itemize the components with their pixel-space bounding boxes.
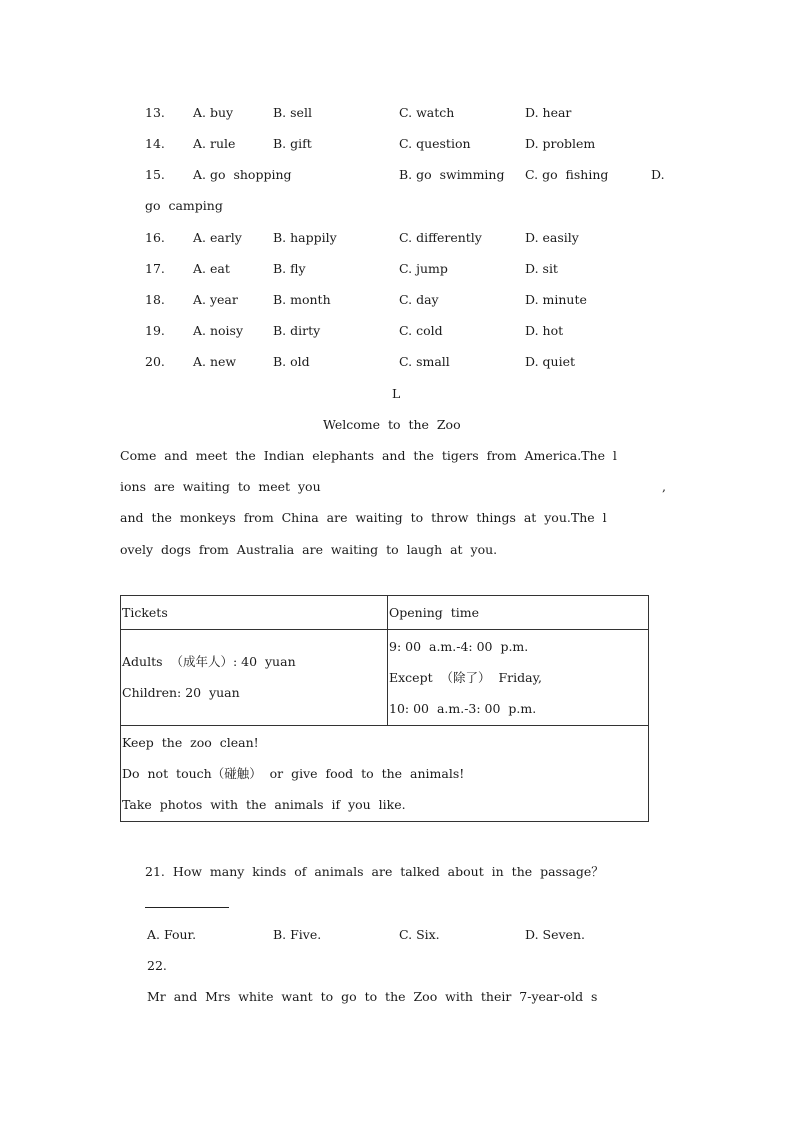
question-21-text: 21. How many kinds of animals are talked about in the passage？ <box>145 864 604 879</box>
option-c: C. jump <box>399 261 448 276</box>
option-b: B. fly <box>273 261 306 276</box>
option-d: D. hear <box>525 105 572 120</box>
option-c: C. watch <box>399 105 455 120</box>
question-number: 17. <box>145 261 165 276</box>
option-a: A. rule <box>193 136 236 151</box>
option-a: A. early <box>193 230 242 245</box>
option-c: C. small <box>399 354 450 369</box>
question-number: 16. <box>145 230 165 245</box>
option-d: D. quiet <box>525 354 575 369</box>
passage-line: Come and meet the Indian elephants and the tigers from America.The l <box>120 448 617 463</box>
passage-line: ions are waiting to meet you <box>120 479 321 494</box>
option-b: B. gift <box>273 136 312 151</box>
option-d: D. Seven. <box>525 927 585 942</box>
option-a: A. go shopping <box>193 167 292 182</box>
table-header-tickets: Tickets <box>121 596 388 630</box>
hours-line: Except （除了） Friday, <box>389 669 542 685</box>
option-d: D. sit <box>525 261 558 276</box>
table-header-opening-time: Opening time <box>388 596 649 630</box>
question-number: 18. <box>145 292 165 307</box>
option-a: A. Four. <box>147 927 197 942</box>
question-number: 19. <box>145 323 165 338</box>
passage-line: ovely dogs from Australia are waiting to laugh at you. <box>120 542 498 557</box>
rule-line: Keep the zoo clean! <box>122 734 259 750</box>
rule-line: Take photos with the animals if you like. <box>122 796 406 812</box>
option-b: B. go swimming <box>399 167 505 182</box>
option-a: A. noisy <box>193 323 244 338</box>
option-b: B. Five. <box>273 927 322 942</box>
option-b: B. old <box>273 354 310 369</box>
option-c: C. go fishing <box>525 167 609 182</box>
price-children: Children: 20 yuan <box>122 685 240 700</box>
passage-title: Welcome to the Zoo <box>323 417 461 432</box>
ticket-table <box>120 595 649 822</box>
option-d-continued: go camping <box>145 198 223 213</box>
option-d: D. <box>651 167 665 182</box>
option-c: C. cold <box>399 323 443 338</box>
rules-cell <box>121 726 649 822</box>
option-c: C. day <box>399 292 439 307</box>
question-number: 13. <box>145 105 165 120</box>
option-b: B. dirty <box>273 323 321 338</box>
answer-blank <box>145 907 229 908</box>
hours-line: 9: 00 a.m.-4: 00 p.m. <box>389 638 529 654</box>
question-number: 15. <box>145 167 165 182</box>
option-c: C. Six. <box>399 927 440 942</box>
option-a: A. eat <box>193 261 230 276</box>
rule-line: Do not touch（碰触） or give food to the animals! <box>122 765 465 781</box>
question-number: 14. <box>145 136 165 151</box>
option-a: A. year <box>193 292 238 307</box>
option-a: A. buy <box>193 105 234 120</box>
option-b: B. sell <box>273 105 312 120</box>
question-22-text: Mr and Mrs white want to go to the Zoo with their 7-year-old s <box>147 989 598 1004</box>
price-adults: Adults （成年人）: 40 yuan <box>122 654 296 669</box>
option-d: D. easily <box>525 230 579 245</box>
option-d: D. problem <box>525 136 596 151</box>
hours-line: 10: 00 a.m.-3: 00 p.m. <box>389 700 537 716</box>
option-c: C. question <box>399 136 471 151</box>
option-d: D. minute <box>525 292 587 307</box>
section-letter: L <box>392 386 401 401</box>
option-b: B. happily <box>273 230 337 245</box>
option-d: D. hot <box>525 323 564 338</box>
option-c: C. differently <box>399 230 482 245</box>
passage-line: , <box>662 479 666 494</box>
option-b: B. month <box>273 292 331 307</box>
question-22-number: 22. <box>147 958 167 973</box>
ticket-prices-cell <box>121 630 388 726</box>
option-a: A. new <box>193 354 237 369</box>
passage-line: and the monkeys from China are waiting to throw things at you.The l <box>120 510 607 525</box>
opening-hours-cell <box>388 630 649 726</box>
question-number: 20. <box>145 354 165 369</box>
